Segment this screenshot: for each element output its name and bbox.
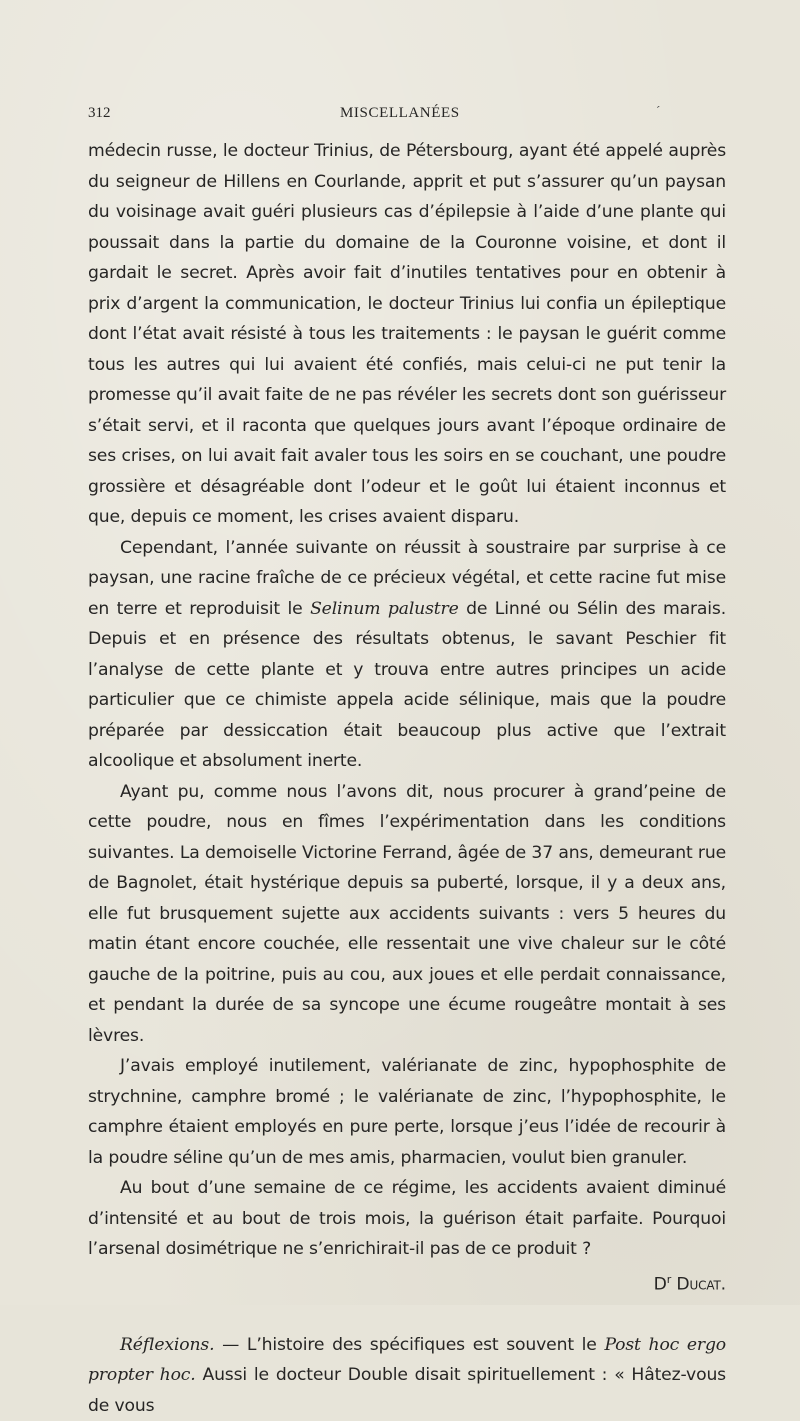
article-body	[88, 136, 726, 1421]
reflexions-text-a: — L’histoire des spécifiques est souvent le	[214, 1334, 605, 1355]
pencil-mark: ´	[656, 103, 661, 118]
species-name: Selinum palustre	[310, 598, 459, 619]
signature-prefix: D	[653, 1274, 667, 1295]
reflexions-paragraph	[88, 1330, 726, 1421]
paragraph-4: J’avais employé inutilement, valérianate de zinc, hypophosphite de strychnine, camphre bromé ; le valérianate de zinc, l’hypophosphite, le camphre étaient employés en pure perte, lorsque j’eus l’idée de recourir à la poudre séline qu’un de mes amis, pharmacien, voulut bien granuler.	[88, 1056, 726, 1168]
latin-phrase: Post hoc ergo propter hoc.	[88, 1334, 726, 1386]
paragraph-2	[88, 533, 726, 777]
signature-superscript: r	[666, 1272, 672, 1286]
reflexions-label: Réflexions.	[120, 1334, 215, 1355]
paragraph-5: Au bout d’une semaine de ce régime, les accidents avaient diminué d’intensité et au bout de trois mois, la guérison était parfaite. Pourquoi l’arsenal dosimétrique ne s’enrichirait-il pas de ce produit ?	[88, 1178, 726, 1259]
paragraph-3: Ayant pu, comme nous l’avons dit, nous procurer à grand’peine de cette poudre, nous en fîmes l’expérimentation dans les conditions suivantes. La demoiselle Victorine Ferrand, âgée de 37 ans, demeurant rue de Bagnolet, était hystérique depuis sa puberté, lorsque, il y a deux ans, elle fut brusquement sujette aux accidents suivants : vers 5 heures du matin étant encore couchée, elle ressentait une vive chaleur sur le côté gauche de la poitrine, puis au cou, aux joues et elle perdait connaissance, et pendant la durée de sa syncope une écume rougeâtre montait à ses lèvres.	[88, 781, 726, 1046]
page-header	[88, 105, 720, 127]
paragraph-2-text-b: de Linné ou Sélin des marais. Depuis et en présence des résultats obtenus, le savant Peschier fit l’analyse de cette plante et y trouva entre autres principes un acide particulier que ce chimiste appela acide sélinique, mais que la poudre préparée par dessiccation était beaucoup plus active que l’extrait alcoolique et absolument inerte.	[88, 598, 727, 771]
running-head: MISCELLANÉES	[340, 105, 460, 121]
page-number: 312	[88, 105, 111, 121]
paragraph-1: médecin russe, le docteur Trinius, de Pétersbourg, ayant été appelé auprès du seigneur de Hillens en Courlande, apprit et put s’assurer qu’un paysan du voisinage avait guéri plusieurs cas d’épilepsie à l’aide d’une plante qui poussait dans la partie du domaine de la Couronne voisine, et dont il gardait le secret. Après avoir fait d’inutiles tentatives pour en obtenir à prix d’argent la communication, le docteur Trinius lui confia un épileptique dont l’état avait résisté à tous les traitements : le paysan le guérit comme tous les autres qui lui avaient été confiés, mais celui-ci ne put tenir la promesse qu’il avait faite de ne pas révéler les secrets dont son guérisseur s’était servi, et il raconta que quelques jours avant l’époque ordinaire de ses crises, on lui avait fait avaler tous les soirs en se couchant, une poudre grossière et désagréable dont l’odeur et le goût lui étaient inconnus et que, depuis ce moment, les crises avaient disparu.	[88, 141, 726, 527]
paragraph-2-text-a: Cependant, l’année suivante on réussit à soustraire par surprise à ce paysan, une racine fraîche de ce précieux végétal, et cette racine fut mise en terre et reproduisit le	[88, 537, 726, 619]
signature-name: Ducat.	[676, 1274, 726, 1295]
reflexions-text-b: Aussi le docteur Double disait spirituellement : « Hâtez-vous de vous	[88, 1365, 726, 1416]
author-signature	[88, 1265, 726, 1300]
